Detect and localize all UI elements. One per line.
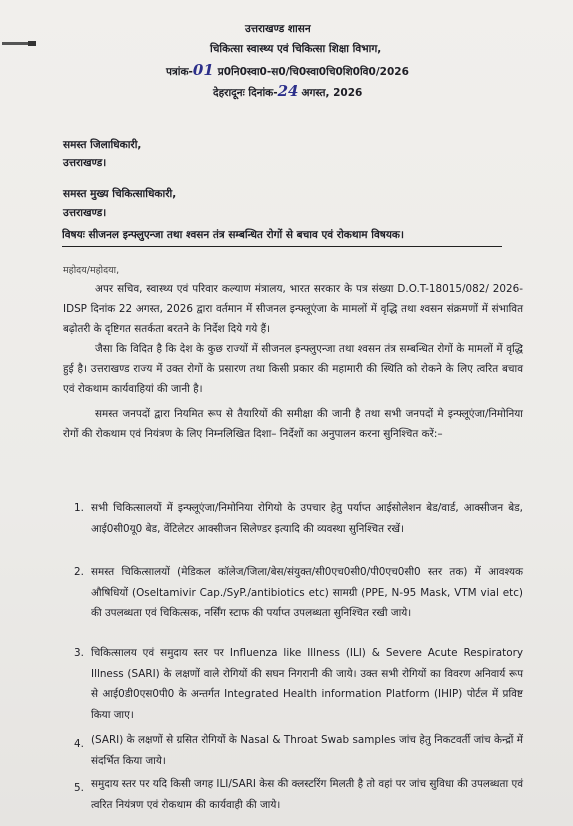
item-4-number: 4. bbox=[74, 738, 84, 750]
item-5-text: समुदाय स्तर पर यदि किसी जगह ILI/SARI केस की क्लस्टरिंग मिलती है तो वहां पर जांच सुविधा की उपलब्धता एवं त्वरित नियंत्रण एवं रोकथाम की कार्यवाही की जाये। bbox=[91, 778, 523, 811]
item-2-text: समस्त चिकित्सालयों (मेडिकल कॉलेज/जिला/बेस/संयुक्त/सी0एच0सी0/पी0एच0सी0 स्तर तक) में आवश्यक औषिधियों (Oseltamivir Cap./SyP./antibiotics etc) सामग्री (PPE, N-95 Mask, VTM vial etc) की उपलब्धता एवं चिकित्सक, नर्सिंग स्टाफ की पर्याप्त उपलब्धता सुनिश्चित रखी जाये। bbox=[91, 566, 523, 619]
department-name: चिकित्सा स्वास्थ्य एवं चिकित्सा शिक्षा विभाग, bbox=[210, 43, 382, 55]
item-2-number: 2. bbox=[74, 566, 84, 578]
item-4-text: (SARI) के लक्षणों से ग्रसित रोगियों के Nasal & Throat Swab samples जांच हेतु निकटवर्ती जांच केन्द्रों में संदर्भित किया जाये। bbox=[91, 734, 523, 767]
recipient-2-place: उत्तराखण्ड। bbox=[63, 207, 107, 219]
item-1-text: सभी चिकित्सालयों में इन्फ्लूएंजा/निमोनिया रोगियो के उपचार हेतु पर्याप्त आईसोलेशन बेड/वार्ड, आक्सीजन बेड, आई0सी0यू0 बेड, वेंटिलेटर आक्सीजन सिलेण्डर इत्यादि की व्यवस्था सुनिश्चित रखें। bbox=[91, 502, 523, 535]
binder-mark bbox=[2, 41, 36, 47]
handwritten-letter-number: 01 bbox=[192, 61, 214, 79]
letter-number-label: पत्रांक- bbox=[166, 66, 193, 78]
item-3-text: चिकित्सालय एवं समुदाय स्तर पर Influenza like Illness (ILI) & Severe Acute Respiratory Illness (SARI) के लक्षणों वाले रोगियों की सघन निगरानी की जाये। उक्त सभी रोगियों का विवरण अनिवार्य रूप से आई0डी0एस0पी0 के अन्तर्गत Integrated Health information Platform (IHIP) पोर्टल में प्रविष्ट किया जाए। bbox=[91, 647, 523, 721]
recipient-1-place: उत्तराखण्ड। bbox=[63, 157, 107, 169]
letter-date bbox=[213, 82, 362, 100]
item-3-number: 3. bbox=[74, 647, 84, 659]
letter-number-code: प्र0नि0स्वा0-स0/चि0स्वा0चि0शि0वि0/2026 bbox=[217, 66, 409, 78]
govt-name: उत्तराखण्ड शासन bbox=[245, 23, 311, 35]
date-month-year: अगस्त, 2026 bbox=[301, 87, 363, 99]
subject-underline bbox=[62, 246, 502, 247]
date-label: देहरादूनः दिनांक- bbox=[213, 87, 278, 99]
recipient-2-title: समस्त मुख्य चिकित्साधिकारी, bbox=[63, 188, 177, 200]
item-1-number: 1. bbox=[74, 502, 84, 514]
letter-number bbox=[166, 61, 409, 79]
handwritten-date: 24 bbox=[277, 82, 299, 100]
paragraph-2: जैसा कि विदित है कि देश के कुछ राज्यों में सीजनल इन्फ्लुएन्जा तथा श्वसन तंत्र सम्बन्धित रोगों के मामलों में वृद्धि हुई है। उत्तराखण्ड राज्य में उक्त रोगों के प्रसारण तथा किसी प्रकार की महामारी की स्थिति को रोकने के लिए त्वरित बचाव एवं रोकथाम कार्यवाहियां की जानी है। bbox=[63, 343, 523, 395]
item-5-number: 5. bbox=[74, 782, 84, 794]
subject-line: विषयः सीजनल इन्फ्लुएन्जा तथा श्वसन तंत्र सम्बन्धित रोगों से बचाव एवं रोकथाम विषयक। bbox=[62, 229, 404, 241]
recipient-1-title: समस्त जिलाधिकारी, bbox=[63, 139, 142, 151]
salutation: महोदय/महोदया, bbox=[63, 265, 120, 276]
paragraph-1: अपर सचिव, स्वास्थ्य एवं परिवार कल्याण मंत्रालय, भारत सरकार के पत्र संख्या D.O.T-18015/082/ 2026-IDSP दिनांक 22 अगस्त, 2026 द्वारा वर्तमान में सीजनल इन्फ्लूएंजा के मामलों में वृद्धि तथा श्वसन संक्रमणों में संभावित बढ़ोतरी के दृष्टिगत सतर्कता बरतने के निर्देश दिये गये हैं। bbox=[63, 283, 523, 335]
paragraph-3: समस्त जनपदों द्वारा नियमित रूप से तैयारियों की समीक्षा की जानी है तथा सभी जनपदों मे इन्फ्लूएंजा/निमोनिया रोगों की रोकथाम एवं नियंत्रण के लिए निम्नलिखित दिशा– निर्देशों का अनुपालन करना सुनिश्चित करें:– bbox=[63, 408, 523, 440]
